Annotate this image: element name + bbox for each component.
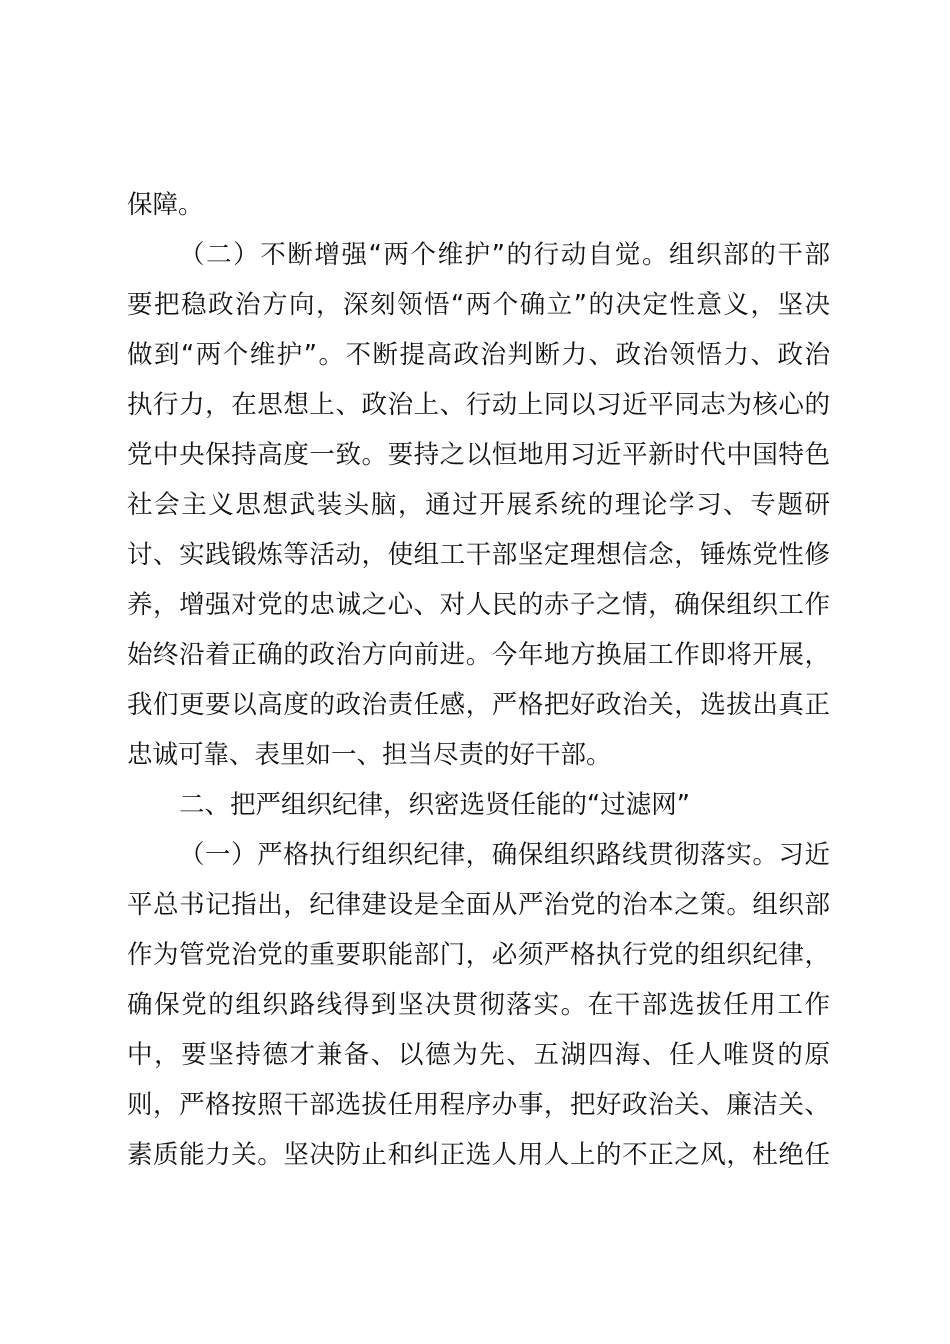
- paragraph-line: 我们更要以高度的政治责任感，严格把好政治关，选拔出真正: [127, 690, 830, 720]
- document-page: [127, 180, 830, 1180]
- paragraph-line: 中，要坚持德才兼备、以德为先、五湖四海、任人唯贤的原: [127, 1040, 830, 1070]
- paragraph-line: 养，增强对党的忠诚之心、对人民的赤子之情，确保组织工作: [127, 590, 830, 620]
- paragraph-line: 保障。: [127, 190, 204, 220]
- paragraph-line: 始终沿着正确的政治方向前进。今年地方换届工作即将开展，: [127, 640, 830, 670]
- paragraph-line: 素质能力关。坚决防止和纠正选人用人上的不正之风，杜绝任: [127, 1140, 830, 1170]
- paragraph-line: 要把稳政治方向，深刻领悟“两个确立”的决定性意义，坚决: [127, 290, 830, 320]
- paragraph-line: （一）严格执行组织纪律，确保组织路线贯彻落实。习近: [179, 840, 830, 870]
- paragraph-line: 作为管党治党的重要职能部门，必须严格执行党的组织纪律，: [127, 940, 830, 970]
- paragraph-line: 社会主义思想武装头脑，通过开展系统的理论学习、专题研: [127, 490, 830, 520]
- paragraph-line: 确保党的组织路线得到坚决贯彻落实。在干部选拔任用工作: [127, 990, 830, 1020]
- paragraph-line: 执行力，在思想上、政治上、行动上同以习近平同志为核心的: [127, 390, 830, 420]
- paragraph-line: 党中央保持高度一致。要持之以恒地用习近平新时代中国特色: [127, 440, 830, 470]
- section-heading: 二、把严组织纪律，织密选贤任能的“过滤网”: [179, 790, 690, 820]
- paragraph-line: 则，严格按照干部选拔任用程序办事，把好政治关、廉洁关、: [127, 1090, 830, 1120]
- paragraph-line: 做到“两个维护”。不断提高政治判断力、政治领悟力、政治: [127, 340, 830, 370]
- paragraph-line: 平总书记指出，纪律建设是全面从严治党的治本之策。组织部: [127, 890, 830, 920]
- paragraph-line: 讨、实践锻炼等活动，使组工干部坚定理想信念，锤炼党性修: [127, 540, 830, 570]
- paragraph-line: （二）不断增强“两个维护”的行动自觉。组织部的干部: [179, 240, 830, 270]
- paragraph-line: 忠诚可靠、表里如一、担当尽责的好干部。: [127, 740, 612, 770]
